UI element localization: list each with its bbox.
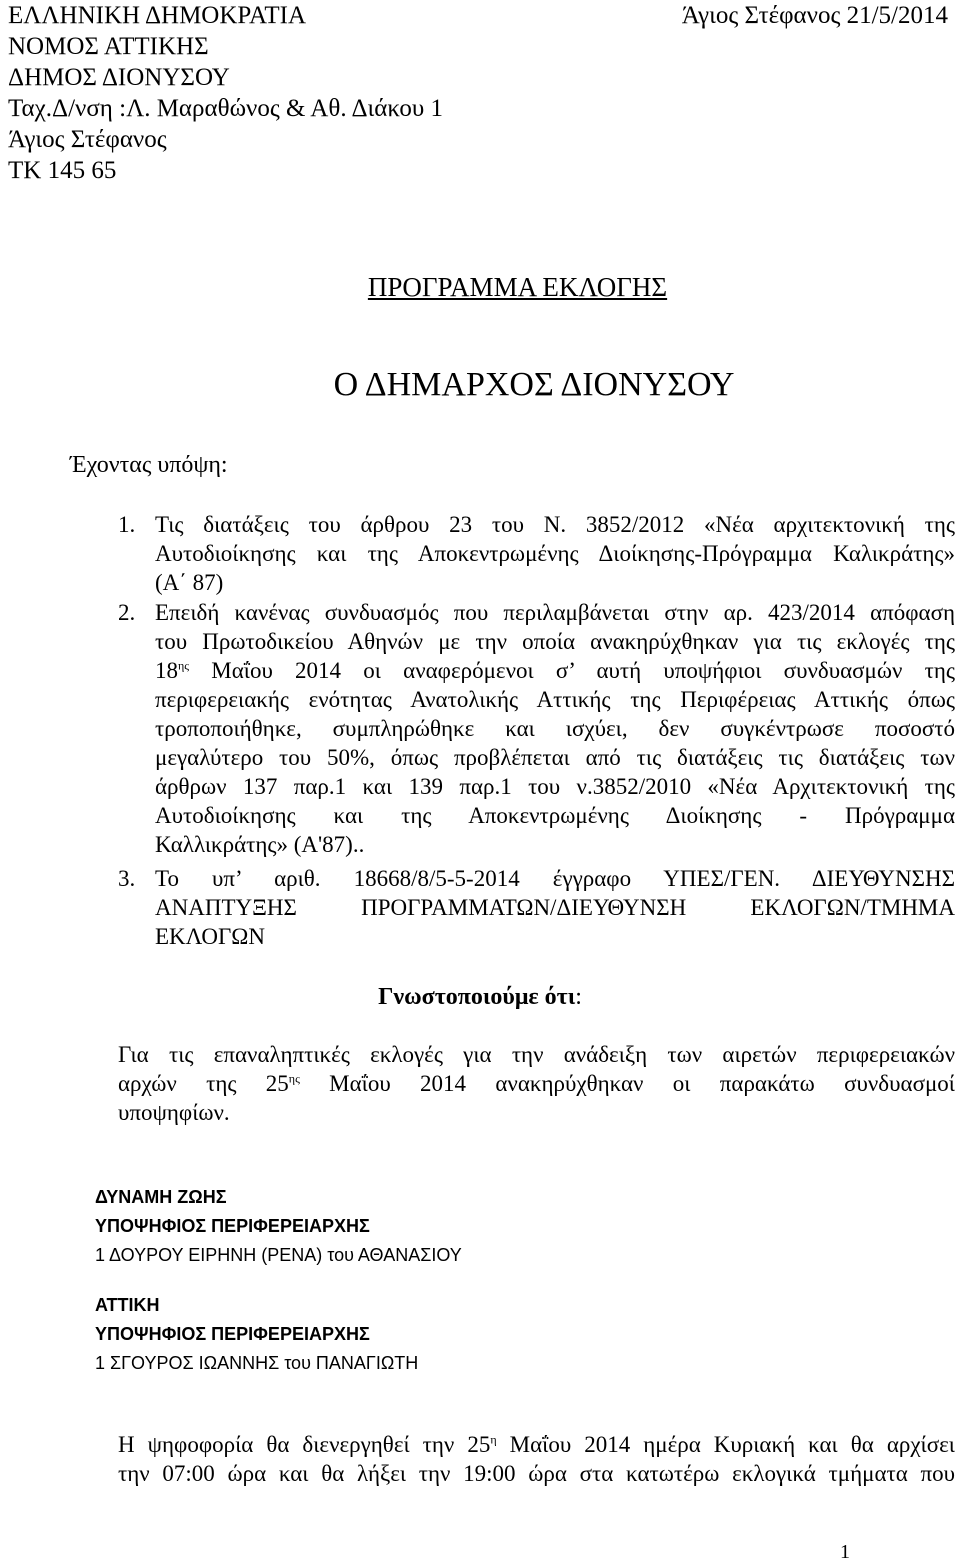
paragraph-line: Για τις επαναληπτικές εκλογές για την ανάδειξη των αιρετών περιφερειακών	[118, 1042, 955, 1067]
paragraph-line: αρχών της $25^{\eta\varsigma}$ Μαΐου 2014 ανακηρύχθηκαν οι παρακάτω συνδυασμοί	[118, 1071, 955, 1096]
given-heading: Έχοντας υπόψη:	[70, 452, 228, 478]
combo-name: ΔΥΝΑΜΗ ΖΩΗΣ	[95, 1187, 227, 1207]
combo-block	[95, 1184, 462, 1268]
item-line: ΑΝΑΠΤΥΞΗΣ ΠΡΟΓΡΑΜΜΑΤΩΝ/ΔΙΕΥΘΥΝΣΗ ΕΚΛΟΓΩΝ/ΤΜΗΜΑ	[155, 895, 955, 920]
item-line: Τις διατάξεις του άρθρου 23 του Ν. 3852/2012 «Νέα αρχιτεκτονική της	[155, 512, 955, 537]
item-line: Αυτοδιοίκησης και της Αποκεντρωμένης Διοίκησης-Πρόγραμμα Καλικράτης»	[155, 541, 955, 566]
letterhead-line: ΤΚ 145 65	[8, 157, 117, 184]
item-line: τροποποιήθηκε, συμπληρώθηκε και ισχύει, δεν συγκέντρωσε ποσοστό	[155, 716, 955, 741]
page-number: 1	[840, 1541, 850, 1563]
list-item	[155, 864, 955, 951]
item-number: 1.	[118, 512, 136, 537]
item-line: Αυτοδιοίκησης και της Αποκεντρωμένης Διοίκησης - Πρόγραμμα	[155, 803, 955, 828]
program-title: ΠΡΟΓΡΑΜΜΑ ΕΚΛΟΓΗΣ	[367, 272, 668, 302]
item-line: (Α΄ 87)	[155, 570, 224, 595]
combo-name: ΑΤΤΙΚΗ	[95, 1295, 160, 1315]
item-line: περιφερειακής ενότητας Ανατολικής Αττικής της Περιφέρειας Αττικής όπως	[155, 687, 955, 712]
letterhead-line: ΕΛΛΗΝΙΚΗ ΔΗΜΟΚΡΑΤΙΑ	[8, 2, 306, 29]
item-line: του Πρωτοδικείου Αθηνών με την οποία ανακηρύχθηκαν για τις εκλογές της	[155, 629, 955, 654]
item-number: 3.	[118, 866, 136, 891]
item-line: άρθρων 137 παρ.1 και 139 παρ.1 του ν.3852/2010 «Νέα Αρχιτεκτονική της	[155, 774, 955, 799]
voting-paragraph	[118, 1430, 955, 1488]
letterhead-line: Άγιος Στέφανος	[8, 126, 167, 153]
paragraph-line: την 07:00 ώρα και θα λήξει την 19:00 ώρα στα κατωτέρω εκλογικά τμήματα που	[118, 1461, 955, 1486]
place-date: Άγιος Στέφανος 21/5/2014	[681, 2, 948, 29]
item-line: Επειδή κανένας συνδυασμός που περιλαμβάνεται στην αρ. 423/2014 απόφαση	[155, 600, 955, 625]
item-line: $18^{\eta\varsigma}$ Μαΐου 2014 οι αναφερόμενοι σ’ αυτή υποψήφιοι συνδυασμών της	[155, 658, 955, 683]
letterhead-line: ΝΟΜΟΣ ΑΤΤΙΚΗΣ	[8, 33, 209, 60]
item-number: 2.	[118, 600, 136, 625]
combo-role: ΥΠΟΨΗΦΙΟΣ ΠΕΡΙΦΕΡΕΙΑΡΧΗΣ	[95, 1324, 370, 1344]
announcement-paragraph	[118, 1040, 955, 1127]
mayor-title: Ο ΔΗΜΑΡΧΟΣ ΔΙΟΝΥΣΟΥ	[333, 366, 735, 403]
combo-candidate: 1 ΣΓΟΥΡΟΣ ΙΩΑΝΝΗΣ του ΠΑΝΑΓΙΩΤΗ	[95, 1353, 419, 1373]
combo-role: ΥΠΟΨΗΦΙΟΣ ΠΕΡΙΦΕΡΕΙΑΡΧΗΣ	[95, 1216, 370, 1236]
notify-heading: Γνωστοποιούμε ότι:	[378, 984, 582, 1010]
paragraph-line: Η ψηφοφορία θα διενεργηθεί την $25^\eta$ Μαΐου 2014 ημέρα Κυριακή και θα αρχίσει	[118, 1432, 955, 1457]
item-line: ΕΚΛΟΓΩΝ	[155, 924, 266, 949]
item-line: Καλλικράτης» (Α'87)..	[155, 832, 365, 857]
combo-block	[95, 1292, 418, 1376]
item-line: μεγαλύτερο του 50%, όπως προβλέπεται από τις διατάξεις τις διατάξεις των	[155, 745, 955, 770]
letterhead-line: ΔΗΜΟΣ ΔΙΟΝΥΣΟΥ	[8, 64, 230, 91]
list-item	[155, 598, 955, 859]
letterhead	[8, 0, 443, 186]
letterhead-line: Ταχ.Δ/νση :Λ. Μαραθώνος & Αθ. Διάκου 1	[8, 95, 444, 122]
item-line: Το υπ’ αριθ. 18668/8/5-5-2014 έγγραφο ΥΠΕΣ/ΓΕΝ. ΔΙΕΥΘΥΝΣΗΣ	[155, 866, 955, 891]
list-item	[155, 510, 955, 597]
combo-candidate: 1 ΔΟΥΡΟΥ ΕΙΡΗΝΗ (ΡΕΝΑ) του ΑΘΑΝΑΣΙΟΥ	[95, 1245, 462, 1265]
paragraph-line: υποψηφίων.	[118, 1100, 230, 1125]
